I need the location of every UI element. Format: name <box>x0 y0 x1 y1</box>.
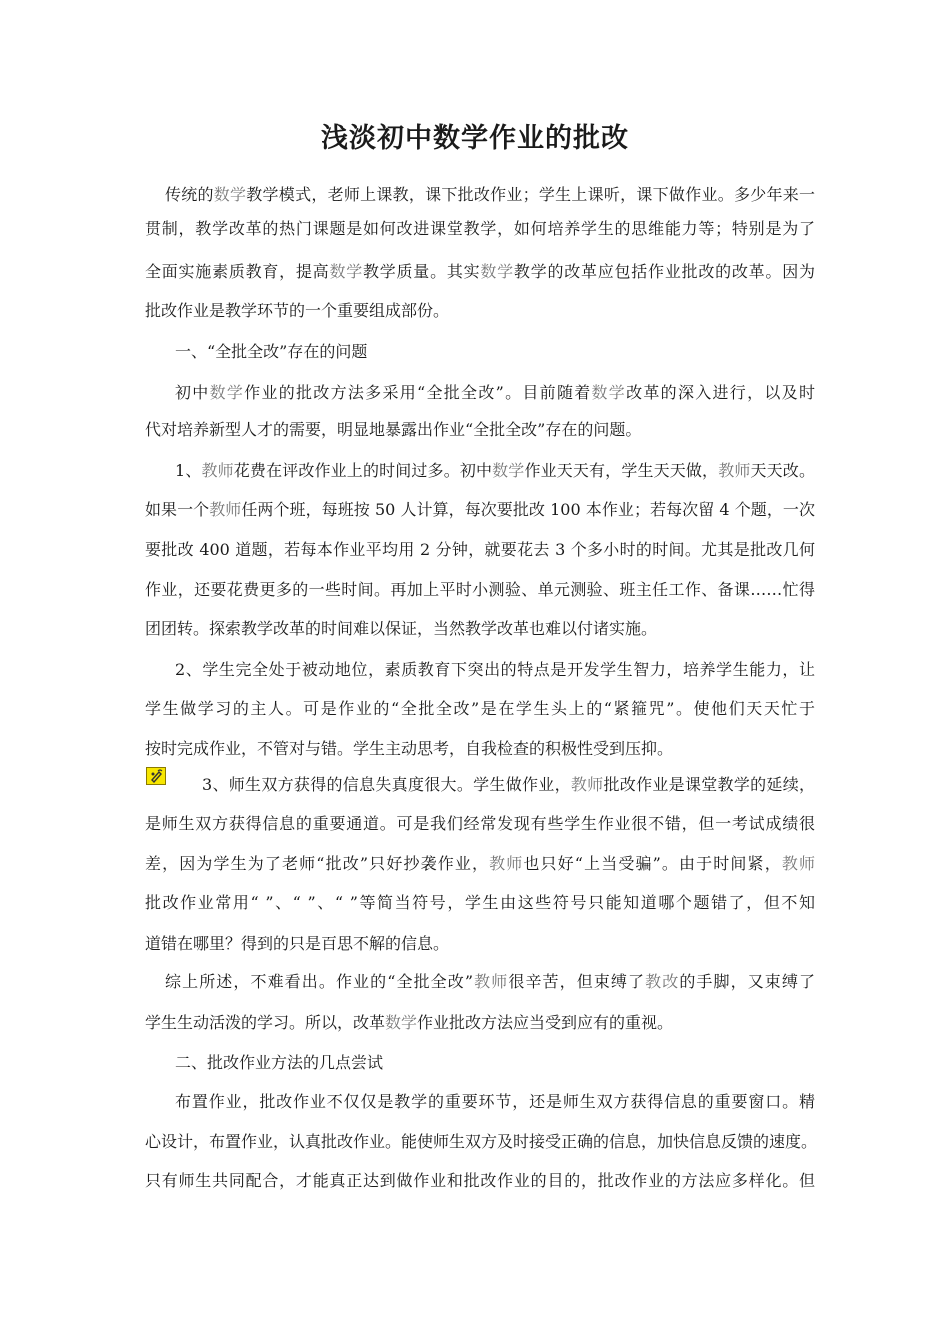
text-line <box>145 301 815 321</box>
text-line <box>145 540 815 560</box>
text-run: 教学的改革应包括作业批改的改革。因为 <box>513 262 815 281</box>
text-run: 团团转。探索教学改革的时间难以保证，当然教学改革也难以付诸实施。 <box>145 619 658 638</box>
text-run: 很辛苦，但束缚了 <box>508 972 646 991</box>
text-run: 一、“全批全改”存在的问题 <box>175 342 368 361</box>
text-line <box>145 1171 815 1191</box>
text-run: 综上所述，不难看出。作业的“全批全改” <box>165 972 474 991</box>
text-line <box>145 1132 818 1152</box>
text-run: 差，因为学生为了老师“批改”只好抄袭作业， <box>145 854 490 873</box>
text-run: 按时完成作业，不管对与错。学生主动思考，自我检查的积极性受到压抑。 <box>145 739 674 758</box>
text-line <box>145 619 815 639</box>
keyword-link[interactable]: 教师 <box>781 854 815 873</box>
text-line <box>175 1053 815 1073</box>
text-line <box>145 500 815 520</box>
text-run: 学生生动活泼的学习。所以，改革 <box>145 1013 386 1032</box>
text-line <box>145 814 815 834</box>
document-title: 浅淡初中数学作业的批改 <box>321 123 629 154</box>
text-line <box>165 185 815 205</box>
text-run: 贯制，教学改革的热门课题是如何改进课堂教学，如何培养学生的思维能力等；特别是为了 <box>145 219 815 238</box>
text-line <box>175 342 815 362</box>
keyword-link[interactable]: 教改 <box>645 972 680 991</box>
text-run: 批改作业是教学环节的一个重要组成部份。 <box>145 301 450 320</box>
keyword-link[interactable]: 教师 <box>201 461 234 480</box>
text-run: 代对培养新型人才的需要，明显地暴露出作业“全批全改”存在的问题。 <box>145 420 642 439</box>
text-run: 的手脚，又束缚了 <box>679 972 815 991</box>
keyword-link[interactable]: 教师 <box>570 775 604 794</box>
text-line <box>175 1092 815 1112</box>
text-run: 改革的深入进行，以及时 <box>626 383 815 402</box>
text-line <box>145 420 815 440</box>
text-run: 布置作业，批改作业不仅仅是教学的重要环节，还是师生双方获得信息的重要窗口。精 <box>175 1092 815 1111</box>
text-run: 批改作业是课堂教学的延续， <box>603 775 815 794</box>
text-run: 天天改。 <box>750 461 815 480</box>
text-run: 全面实施素质教育，提高 <box>145 262 330 281</box>
text-run: 是师生双方获得信息的重要通道。可是我们经常发现有些学生作业很不错，但一考试成绩很 <box>145 814 815 833</box>
text-line <box>145 262 815 282</box>
text-run: 3、师生双方获得的信息失真度很大。学生做作业， <box>202 775 571 794</box>
text-run: 也只好“上当受骗”。由于时间紧， <box>523 854 782 873</box>
keyword-link[interactable]: 数学 <box>209 383 245 402</box>
text-run: 传统的 <box>165 185 214 204</box>
text-line <box>175 461 815 481</box>
text-run: 道错在哪里？得到的只是百思不解的信息。 <box>145 934 450 953</box>
keyword-link[interactable]: 数学 <box>213 185 247 204</box>
keyword-link[interactable]: 数学 <box>591 383 627 402</box>
keyword-link[interactable]: 数学 <box>492 461 525 480</box>
text-line <box>145 893 815 913</box>
keyword-link[interactable]: 教师 <box>473 972 509 991</box>
text-run: 作业天天有，学生天天做， <box>524 461 719 480</box>
text-line <box>145 934 815 954</box>
text-run: 任两个班，每班按 50 人计算，每次要批改 100 本作业；若每次留 4 个题，一次 <box>241 500 815 519</box>
keyword-link[interactable]: 教师 <box>209 500 242 519</box>
text-line <box>145 580 815 600</box>
keyword-link[interactable]: 数学 <box>480 262 514 281</box>
text-line <box>145 1013 815 1033</box>
text-run: 2、学生完全处于被动地位，素质教育下突出的特点是开发学生智力，培养学生能力，让 <box>175 660 815 679</box>
text-run: 二、批改作业方法的几点尝试 <box>175 1053 384 1072</box>
text-run: 作业批改方法应当受到应有的重视。 <box>417 1013 674 1032</box>
text-run: 心设计，布置作业，认真批改作业。能使师生双方及时接受正确的信息，加快信息反馈的速度。 <box>145 1132 818 1151</box>
text-run: 要批改 400 道题，若每本作业平均用 2 分钟，就要花去 3 个多小时的时间。尤其是批改几何 <box>145 540 815 559</box>
text-line <box>202 775 815 795</box>
keyword-link[interactable]: 数学 <box>385 1013 418 1032</box>
text-line <box>145 854 815 874</box>
text-line <box>145 739 815 759</box>
text-run: 如果一个 <box>145 500 210 519</box>
text-run: 只有师生共同配合，才能真正达到做作业和批改作业的目的，批改作业的方法应多样化。但 <box>145 1171 815 1190</box>
keyword-link[interactable]: 数学 <box>329 262 363 281</box>
text-line <box>165 972 815 992</box>
text-run: 教学模式，老师上课教，课下批改作业；学生上课听，课下做作业。多少年来一 <box>246 185 815 204</box>
text-line <box>175 383 815 403</box>
keyword-link[interactable]: 教师 <box>489 854 524 873</box>
text-line <box>145 699 815 719</box>
text-run: 学生做学习的主人。可是作业的“全批全改”是在学生头上的“紧箍咒”。使他们天天忙于 <box>145 699 815 718</box>
text-run: 作业，还要花费更多的一些时间。再加上平时小测验、单元测验、班主任工作、备课……忙得 <box>145 580 815 599</box>
text-run: 初中 <box>175 383 210 402</box>
edit-note-icon[interactable] <box>146 767 166 785</box>
text-run: 花费在评改作业上的时间过多。初中 <box>233 461 493 480</box>
text-run: 作业的批改方法多采用“全批全改”。目前随着 <box>244 383 592 402</box>
text-run: 教学质量。其实 <box>363 262 481 281</box>
keyword-link[interactable]: 教师 <box>718 461 751 480</box>
text-line <box>145 219 815 239</box>
text-run: 1、 <box>175 461 202 480</box>
text-run: 批改作业常用“ ”、“ ”、“ ”等简当符号，学生由这些符号只能知道哪个题错了，但不知 <box>145 893 815 912</box>
text-line <box>175 660 815 680</box>
